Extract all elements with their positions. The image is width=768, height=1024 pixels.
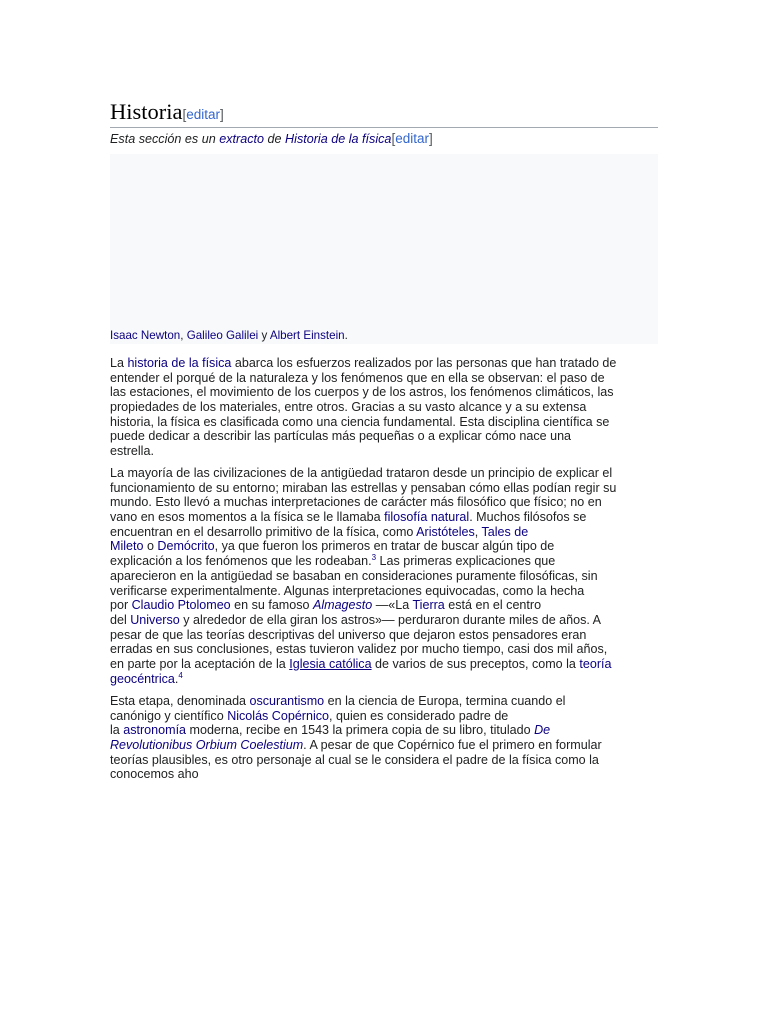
edit-excerpt-link[interactable]: [editar] (391, 131, 433, 146)
extracto-link[interactable]: extracto (219, 132, 265, 146)
teoria-geocentrica-link-cont[interactable]: geocéntrica (110, 671, 175, 686)
oscurantismo-link[interactable]: oscurantismo (249, 694, 325, 708)
teoria-geocentrica-link[interactable]: teoría (579, 656, 612, 671)
paragraph-1: La historia de la física abarca los esfuerzos realizados por las personas que han tratado de entender el porqué de la naturaleza y los fenómenos que en ella se observan: el paso de las estaciones, el movimiento de los cuerpos y de los astros, los fenómenos climáticos, las propiedades de los materiales, entre otros. Gracias a su vasto alcance y a su extensa historia, la física es clasificada como una ciencia fundamental. Esta disciplina científica se puede dedicar a describir las partículas más pequeñas o a explicar cómo nace una estrella. (110, 356, 617, 459)
newton-link[interactable]: Isaac Newton (110, 329, 181, 342)
paragraph-3: Esta etapa, denominada oscurantismo en la ciencia de Europa, termina cuando el canónigo y científico Nicolás Copérnico, quien es considerado padre de la astronomía moderna, recibe en 1543 la primera copia de su libro, titulado De Revolutionibus Orbium Coelestium. A pesar de que Copérnico fue el primero en formular teorías plausibles, es otro personaje al cual se le considera el padre de la física como la conocemos aho (110, 694, 602, 782)
image-figure (110, 154, 658, 344)
astronomia-link[interactable]: astronomía (123, 723, 187, 738)
de-revolutionibus-link-cont[interactable]: Revolutionibus Orbium Coelestium (110, 738, 304, 753)
tales-de-mileto-link-cont[interactable]: Mileto (110, 539, 144, 554)
historia-de-la-fisica-link[interactable]: historia de la física (127, 356, 232, 370)
de-revolutionibus-link[interactable]: De (534, 723, 551, 738)
tales-de-mileto-link[interactable]: Tales de (481, 524, 529, 539)
einstein-link[interactable]: Albert Einstein (269, 329, 345, 342)
reference-3[interactable]: 3 (371, 552, 377, 562)
section-heading (110, 98, 658, 128)
galileo-link[interactable]: Galileo Galilei (186, 329, 259, 342)
ptolomeo-link[interactable]: Claudio Ptolomeo (131, 598, 231, 613)
copernico-link[interactable]: Nicolás Copérnico (227, 708, 330, 723)
filosofia-natural-link[interactable]: filosofía natural (384, 510, 470, 525)
historia-fisica-link[interactable]: Historia de la física (285, 132, 392, 146)
aristoteles-link[interactable]: Aristóteles (416, 524, 475, 539)
figure-image-placeholder[interactable] (110, 154, 658, 326)
iglesia-catolica-link[interactable]: Iglesia católica (289, 656, 372, 671)
reference-4[interactable]: 4 (178, 670, 183, 680)
democrito-link[interactable]: Demócrito (157, 539, 215, 554)
paragraph-2: La mayoría de las civilizaciones de la antigüedad trataron desde un principio de explicar el funcionamiento de su entorno; miraban las estrellas y pensaban cómo ellas podían regir su mundo. Esto llevó a muchas interpretaciones de carácter más filosófico que físico; no en vano en esos momentos a la física se le llamaba filosofía natural. Muchos filósofos se encuentran en el desarrollo primitivo de la física, como Aristóteles, Tales de Mileto o Demócrito, ya que fueron los primeros en tratar de buscar algún tipo de explicación a los fenómenos que les rodeaban.$^3$ Las primeras explicaciones que aparecieron en la antigüedad se basaban en consideraciones puramente filosóficas, sin verificarse experimentalmente. Algunas interpretaciones equivocadas, como la hecha por Claudio Ptolomeo en su famoso Almagesto —«La Tierra está en el centro del Universo y alrededor de ella giran los astros»— perduraron durante miles de años. A pesar de que las teorías descriptivas del universo que dejaron estos pensadores eran erradas en sus conclusiones, estas tuvieron validez por mucho tiempo, casi dos mil años, en parte por la aceptación de la Iglesia católica de varios de sus preceptos, como la teoría geocéntrica.$^4$ (110, 466, 617, 686)
universo-link[interactable]: Universo (130, 612, 180, 627)
excerpt-hatnote: Esta sección es un extracto de Historia de la física[editar] (110, 131, 433, 146)
edit-section-link[interactable]: [editar] (182, 107, 224, 122)
tierra-link[interactable]: Tierra (412, 598, 445, 613)
section-title: Historia (110, 99, 183, 124)
almagesto-link[interactable]: Almagesto (312, 598, 373, 613)
figure-caption: Isaac Newton, Galileo Galilei y Albert Einstein. (110, 329, 348, 342)
